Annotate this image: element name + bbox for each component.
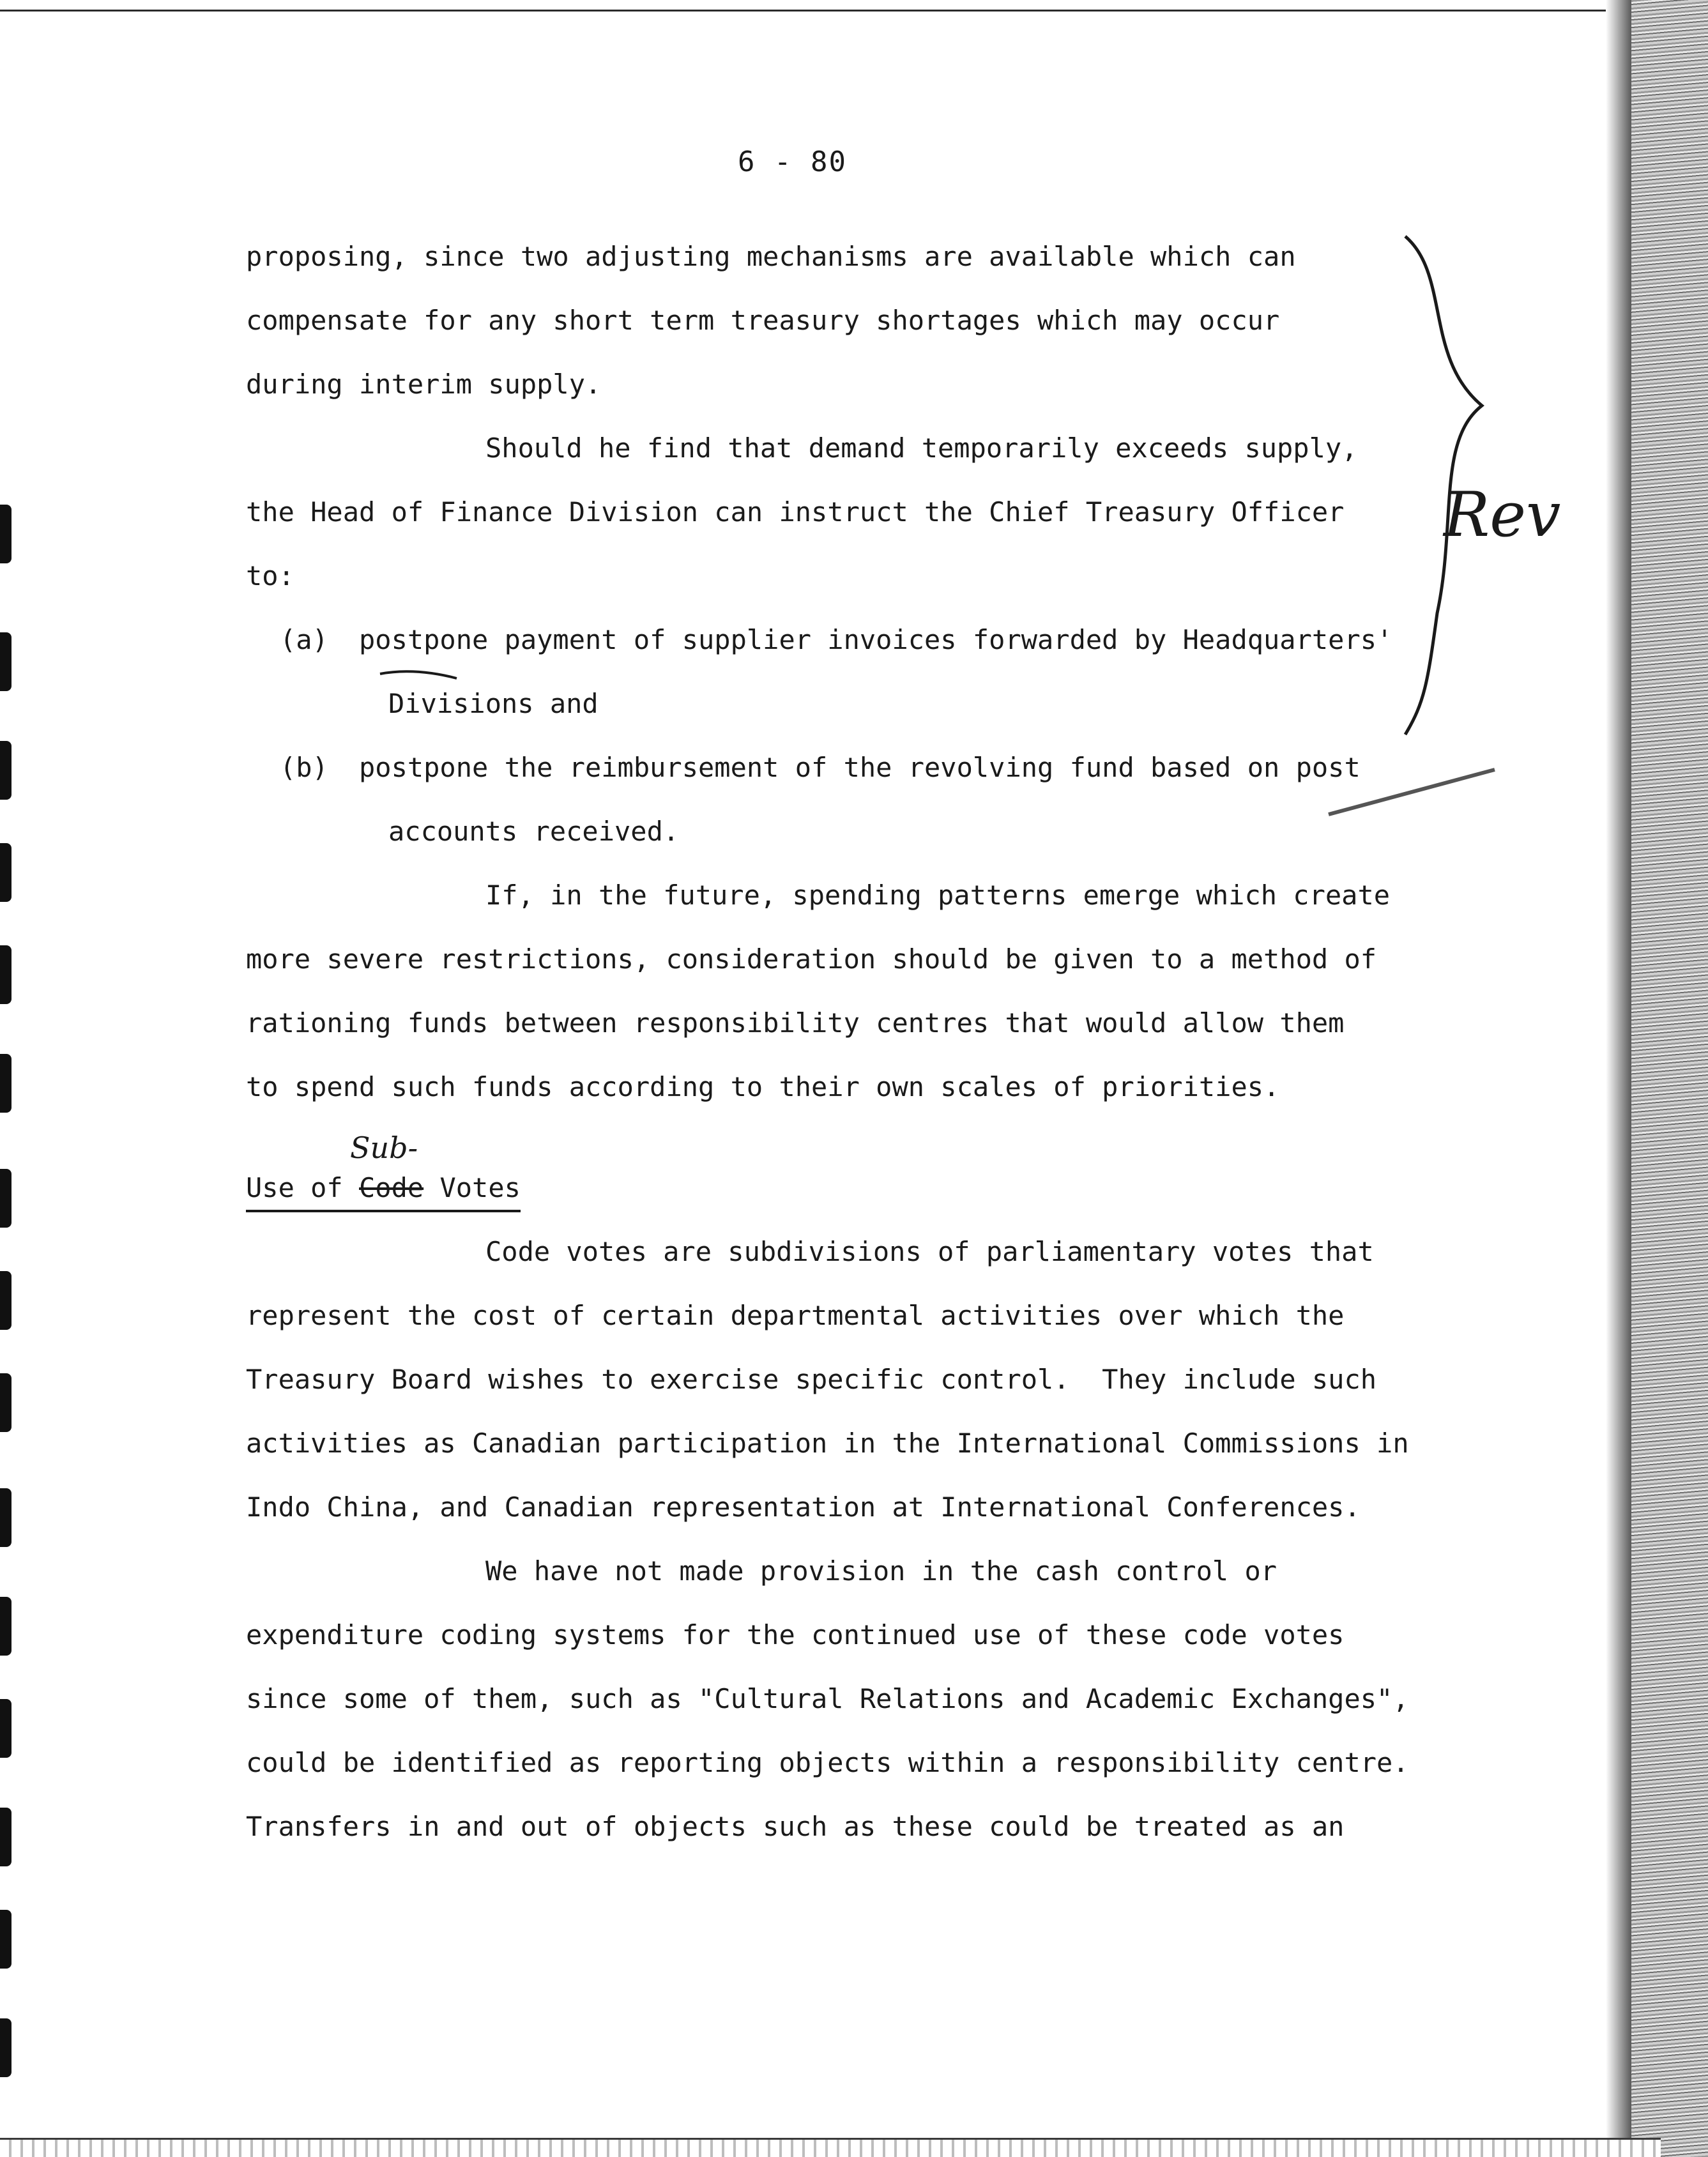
binder-hole bbox=[0, 505, 11, 563]
paragraph-start: If, in the future, spending patterns emerge which create bbox=[485, 880, 1391, 911]
binder-hole bbox=[0, 843, 11, 902]
text-line: compensate for any short term treasury shortages which may occur bbox=[246, 305, 1280, 336]
binder-holes bbox=[0, 0, 19, 2157]
scan-right-edge bbox=[1631, 0, 1708, 2157]
binder-hole bbox=[0, 945, 11, 1004]
heading-prefix: Use of bbox=[246, 1172, 343, 1203]
paragraph-start: Code votes are subdivisions of parliamentary votes that bbox=[485, 1236, 1374, 1267]
paragraph-start: Should he find that demand temporarily exceeds supply, bbox=[485, 432, 1358, 464]
binder-hole bbox=[0, 1597, 11, 1656]
binder-hole bbox=[0, 1488, 11, 1547]
text-line: activities as Canadian participation in the International Commissions in bbox=[246, 1428, 1409, 1459]
text-line: the Head of Finance Division can instruct the Chief Treasury Officer bbox=[246, 496, 1345, 528]
binder-hole bbox=[0, 632, 11, 691]
text-line: Transfers in and out of objects such as these could be treated as an bbox=[246, 1811, 1345, 1842]
scan-top-edge bbox=[0, 0, 1610, 11]
margin-note: Rev bbox=[1444, 479, 1561, 551]
text-line: could be identified as reporting objects within a responsibility centre. bbox=[246, 1747, 1409, 1778]
binder-hole bbox=[0, 741, 11, 800]
binder-hole bbox=[0, 1169, 11, 1228]
text-line: to spend such funds according to their own scales of priorities. bbox=[246, 1071, 1280, 1102]
list-item-a-continued: Divisions and bbox=[388, 688, 599, 719]
binder-hole bbox=[0, 1373, 11, 1432]
list-label-a: (a) bbox=[280, 624, 328, 655]
text-line: more severe restrictions, consideration should be given to a method of bbox=[246, 943, 1377, 975]
text-line: since some of them, such as "Cultural Relations and Academic Exchanges", bbox=[246, 1683, 1409, 1714]
text-line: to: bbox=[246, 560, 294, 591]
underline-mark bbox=[380, 671, 457, 678]
text-line: during interim supply. bbox=[246, 369, 602, 400]
text-line: proposing, since two adjusting mechanisms are available which can bbox=[246, 241, 1296, 272]
text-line: rationing funds between responsibility centres that would allow them bbox=[246, 1007, 1345, 1039]
text-line: Treasury Board wishes to exercise specific control. They include such bbox=[246, 1364, 1377, 1395]
text-line: represent the cost of certain departmental activities over which the bbox=[246, 1300, 1345, 1331]
page-number: 6 - 80 bbox=[738, 146, 847, 178]
binder-hole bbox=[0, 1699, 11, 1758]
list-item-a: postpone payment of supplier invoices forwarded by Headquarters' bbox=[359, 624, 1393, 655]
binder-hole bbox=[0, 1808, 11, 1866]
heading-suffix: Votes bbox=[439, 1172, 521, 1203]
binder-hole bbox=[0, 1054, 11, 1113]
binder-hole bbox=[0, 2018, 11, 2077]
list-item-b-continued: accounts received. bbox=[388, 816, 680, 847]
handwritten-insertion: Sub- bbox=[350, 1131, 418, 1165]
binder-hole bbox=[0, 1271, 11, 1330]
paragraph-start: We have not made provision in the cash control or bbox=[485, 1555, 1277, 1587]
section-heading bbox=[246, 1169, 521, 1212]
list-label-b: (b) bbox=[280, 752, 328, 783]
heading-struck-word: Code bbox=[359, 1172, 424, 1203]
scan-bottom-edge bbox=[0, 2138, 1661, 2157]
list-item-b: postpone the reimbursement of the revolving fund based on post bbox=[359, 752, 1361, 783]
binder-hole bbox=[0, 1910, 11, 1969]
scan-right-shadow bbox=[1606, 0, 1631, 2157]
text-line: expenditure coding systems for the continued use of these code votes bbox=[246, 1619, 1345, 1650]
text-line: Indo China, and Canadian representation at International Conferences. bbox=[246, 1491, 1361, 1523]
